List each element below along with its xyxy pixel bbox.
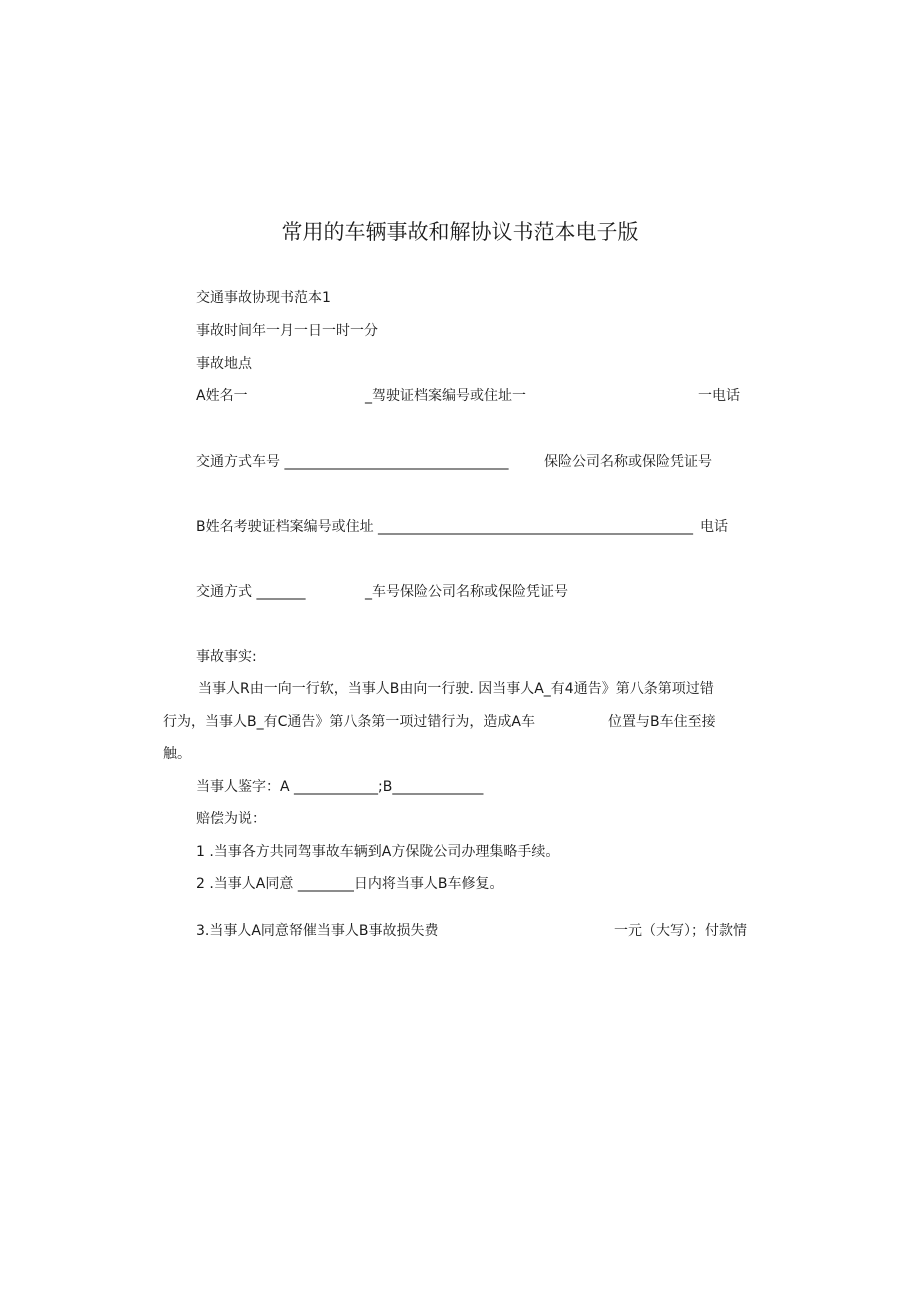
facts-line-1: 当事人R由一向一行软，当事人B由向一行驶. 因当事人A_有4通告》第八条第项过错 bbox=[198, 681, 714, 697]
party-a-license: _驾驶证档案编号或住址一 bbox=[365, 388, 526, 404]
agreement-heading: 交通事故协现书范本1 bbox=[196, 290, 331, 306]
party-b-phone: 电话 bbox=[700, 519, 728, 535]
facts-line-3: 触。 bbox=[163, 746, 191, 762]
party-b-transport: 交通方式 _______ bbox=[196, 584, 306, 600]
facts-label: 事故事实: bbox=[196, 649, 257, 665]
signature-line: 当事人鉴字：A ____________;B_____________ bbox=[196, 779, 484, 795]
compensation-label: 赔偿为说： bbox=[196, 811, 266, 827]
compensation-item-3b: 一元（大写）；付款情 bbox=[614, 923, 747, 939]
compensation-item-1: 1 .当事各方共同驾事故车辆到A方保陇公司办理集略手续。 bbox=[196, 844, 560, 860]
party-a-insurance: 保险公司名称或保险凭证号 bbox=[544, 454, 712, 470]
document-title: 常用的车辆事故和解协议书范本电子版 bbox=[281, 220, 639, 244]
facts-line-2b: 位置与B车住至接 bbox=[608, 714, 716, 730]
party-a-transport: 交通方式车号 ________________________________ bbox=[196, 454, 509, 470]
party-b-insurance: _车号保险公司名称或保险凭证号 bbox=[365, 584, 568, 600]
compensation-item-3a: 3.当事人A同意帑催当事人B事故损失费 bbox=[196, 923, 439, 939]
facts-line-2a: 行为，当事人B_有C通告》第八条第一项过错行为，造成A车 bbox=[163, 714, 535, 730]
party-a-phone: 一电话 bbox=[698, 388, 740, 404]
party-b-name-license: B姓名考驶证档案编号或住址 _____________________________________________ bbox=[196, 519, 694, 535]
compensation-item-2: 2 .当事人A同意 ________日内将当事人B车修复。 bbox=[196, 876, 504, 892]
accident-place: 事故地点 bbox=[196, 356, 252, 372]
party-a-name: A姓名一 bbox=[196, 388, 248, 404]
accident-time: 事故时间年一月一日一时一分 bbox=[196, 323, 378, 339]
